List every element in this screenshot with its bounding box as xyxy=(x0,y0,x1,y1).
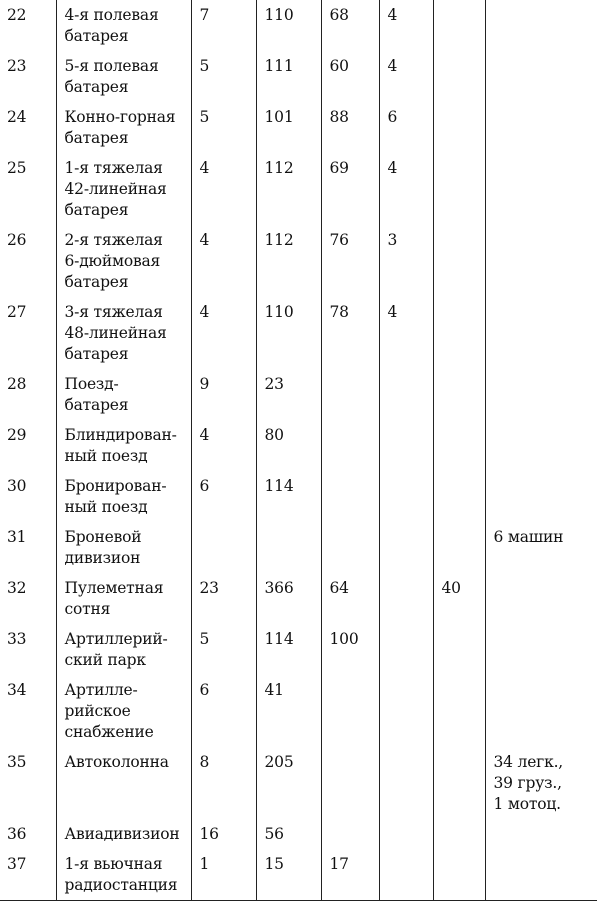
value-cell-5 xyxy=(433,369,485,420)
value-cell-3: 78 xyxy=(321,297,379,369)
row-number-cell: 36 xyxy=(0,819,56,849)
value-cell-5 xyxy=(433,747,485,819)
value-cell-1: 23 xyxy=(191,573,256,624)
value-cell-1: 6 xyxy=(191,471,256,522)
value-cell-3: 60 xyxy=(321,51,379,102)
unit-name-cell: Автоколонна xyxy=(56,747,191,819)
value-cell-4 xyxy=(379,819,433,849)
table-row xyxy=(0,153,597,225)
value-cell-3: 17 xyxy=(321,849,379,901)
unit-name-cell: 5-я полевая батарея xyxy=(56,51,191,102)
table-row xyxy=(0,819,597,849)
value-cell-4: 4 xyxy=(379,153,433,225)
unit-name-cell: 1-я вьючная радиостанция xyxy=(56,849,191,901)
value-cell-3 xyxy=(321,819,379,849)
value-cell-5 xyxy=(433,102,485,153)
note-cell xyxy=(485,102,597,153)
value-cell-3 xyxy=(321,522,379,573)
unit-name-cell: Артиллерий- ский парк xyxy=(56,624,191,675)
value-cell-5 xyxy=(433,0,485,51)
row-number-cell: 25 xyxy=(0,153,56,225)
value-cell-2: 114 xyxy=(256,624,321,675)
unit-name-cell: Блиндирован- ный поезд xyxy=(56,420,191,471)
value-cell-5 xyxy=(433,819,485,849)
value-cell-4: 6 xyxy=(379,102,433,153)
value-cell-3 xyxy=(321,369,379,420)
table-row xyxy=(0,747,597,819)
value-cell-2: 366 xyxy=(256,573,321,624)
value-cell-2: 111 xyxy=(256,51,321,102)
value-cell-2: 41 xyxy=(256,675,321,747)
note-cell xyxy=(485,225,597,297)
value-cell-2: 205 xyxy=(256,747,321,819)
table-row xyxy=(0,522,597,573)
note-cell xyxy=(485,849,597,901)
value-cell-2 xyxy=(256,522,321,573)
value-cell-5 xyxy=(433,624,485,675)
value-cell-2: 112 xyxy=(256,153,321,225)
note-cell xyxy=(485,0,597,51)
value-cell-3: 68 xyxy=(321,0,379,51)
value-cell-5 xyxy=(433,849,485,901)
row-number-cell: 31 xyxy=(0,522,56,573)
note-cell xyxy=(485,153,597,225)
value-cell-1: 4 xyxy=(191,153,256,225)
table-row xyxy=(0,369,597,420)
value-cell-4 xyxy=(379,471,433,522)
table-row xyxy=(0,297,597,369)
note-cell xyxy=(485,624,597,675)
note-cell xyxy=(485,471,597,522)
value-cell-5 xyxy=(433,225,485,297)
value-cell-5 xyxy=(433,675,485,747)
row-number-cell: 35 xyxy=(0,747,56,819)
value-cell-1: 9 xyxy=(191,369,256,420)
value-cell-1: 7 xyxy=(191,0,256,51)
value-cell-4 xyxy=(379,675,433,747)
value-cell-1: 4 xyxy=(191,420,256,471)
unit-name-cell: Поезд- батарея xyxy=(56,369,191,420)
note-cell: 6 машин xyxy=(485,522,597,573)
table-row xyxy=(0,102,597,153)
unit-name-cell: Артилле- рийское снабжение xyxy=(56,675,191,747)
value-cell-5 xyxy=(433,522,485,573)
value-cell-4 xyxy=(379,747,433,819)
note-cell xyxy=(485,369,597,420)
value-cell-3: 69 xyxy=(321,153,379,225)
unit-name-cell: Конно-горная батарея xyxy=(56,102,191,153)
value-cell-1: 5 xyxy=(191,102,256,153)
table-row xyxy=(0,51,597,102)
value-cell-1: 6 xyxy=(191,675,256,747)
value-cell-1: 5 xyxy=(191,624,256,675)
value-cell-5 xyxy=(433,153,485,225)
row-number-cell: 34 xyxy=(0,675,56,747)
value-cell-4: 4 xyxy=(379,297,433,369)
note-cell xyxy=(485,819,597,849)
value-cell-2: 112 xyxy=(256,225,321,297)
value-cell-5 xyxy=(433,420,485,471)
note-cell xyxy=(485,51,597,102)
unit-name-cell: 4-я полевая батарея xyxy=(56,0,191,51)
value-cell-3 xyxy=(321,420,379,471)
row-number-cell: 22 xyxy=(0,0,56,51)
table-row xyxy=(0,471,597,522)
table-row xyxy=(0,624,597,675)
value-cell-4 xyxy=(379,522,433,573)
unit-name-cell: 1-я тяжелая 42-линейная батарея xyxy=(56,153,191,225)
value-cell-2: 23 xyxy=(256,369,321,420)
value-cell-4 xyxy=(379,369,433,420)
value-cell-5 xyxy=(433,471,485,522)
row-number-cell: 30 xyxy=(0,471,56,522)
value-cell-2: 101 xyxy=(256,102,321,153)
row-number-cell: 33 xyxy=(0,624,56,675)
value-cell-1: 4 xyxy=(191,297,256,369)
value-cell-3: 76 xyxy=(321,225,379,297)
row-number-cell: 28 xyxy=(0,369,56,420)
row-number-cell: 29 xyxy=(0,420,56,471)
unit-name-cell: Пулеметная сотня xyxy=(56,573,191,624)
table-row xyxy=(0,225,597,297)
value-cell-1 xyxy=(191,522,256,573)
row-number-cell: 23 xyxy=(0,51,56,102)
table-row xyxy=(0,0,597,51)
table-row xyxy=(0,849,597,901)
value-cell-2: 110 xyxy=(256,0,321,51)
value-cell-1: 1 xyxy=(191,849,256,901)
value-cell-1: 8 xyxy=(191,747,256,819)
table-row xyxy=(0,420,597,471)
value-cell-4 xyxy=(379,849,433,901)
value-cell-3: 88 xyxy=(321,102,379,153)
value-cell-1: 16 xyxy=(191,819,256,849)
value-cell-3 xyxy=(321,471,379,522)
value-cell-3: 100 xyxy=(321,624,379,675)
unit-name-cell: Авиадивизион xyxy=(56,819,191,849)
unit-name-cell: Бронирован- ный поезд xyxy=(56,471,191,522)
value-cell-5: 40 xyxy=(433,573,485,624)
value-cell-4: 3 xyxy=(379,225,433,297)
note-cell xyxy=(485,420,597,471)
value-cell-1: 4 xyxy=(191,225,256,297)
value-cell-4: 4 xyxy=(379,0,433,51)
value-cell-4 xyxy=(379,420,433,471)
value-cell-2: 110 xyxy=(256,297,321,369)
value-cell-2: 56 xyxy=(256,819,321,849)
value-cell-3 xyxy=(321,747,379,819)
table-row xyxy=(0,573,597,624)
row-number-cell: 26 xyxy=(0,225,56,297)
row-number-cell: 27 xyxy=(0,297,56,369)
note-cell xyxy=(485,675,597,747)
value-cell-1: 5 xyxy=(191,51,256,102)
value-cell-5 xyxy=(433,297,485,369)
unit-name-cell: Броневой дивизион xyxy=(56,522,191,573)
value-cell-4 xyxy=(379,624,433,675)
table-row xyxy=(0,675,597,747)
value-cell-2: 15 xyxy=(256,849,321,901)
unit-name-cell: 2-я тяжелая 6-дюймовая батарея xyxy=(56,225,191,297)
value-cell-2: 80 xyxy=(256,420,321,471)
value-cell-4 xyxy=(379,573,433,624)
unit-name-cell: 3-я тяжелая 48-линейная батарея xyxy=(56,297,191,369)
row-number-cell: 37 xyxy=(0,849,56,901)
value-cell-3: 64 xyxy=(321,573,379,624)
value-cell-4: 4 xyxy=(379,51,433,102)
row-number-cell: 24 xyxy=(0,102,56,153)
value-cell-3 xyxy=(321,675,379,747)
note-cell xyxy=(485,573,597,624)
value-cell-5 xyxy=(433,51,485,102)
row-number-cell: 32 xyxy=(0,573,56,624)
note-cell xyxy=(485,297,597,369)
value-cell-2: 114 xyxy=(256,471,321,522)
note-cell: 34 легк., 39 груз., 1 мотоц. xyxy=(485,747,597,819)
